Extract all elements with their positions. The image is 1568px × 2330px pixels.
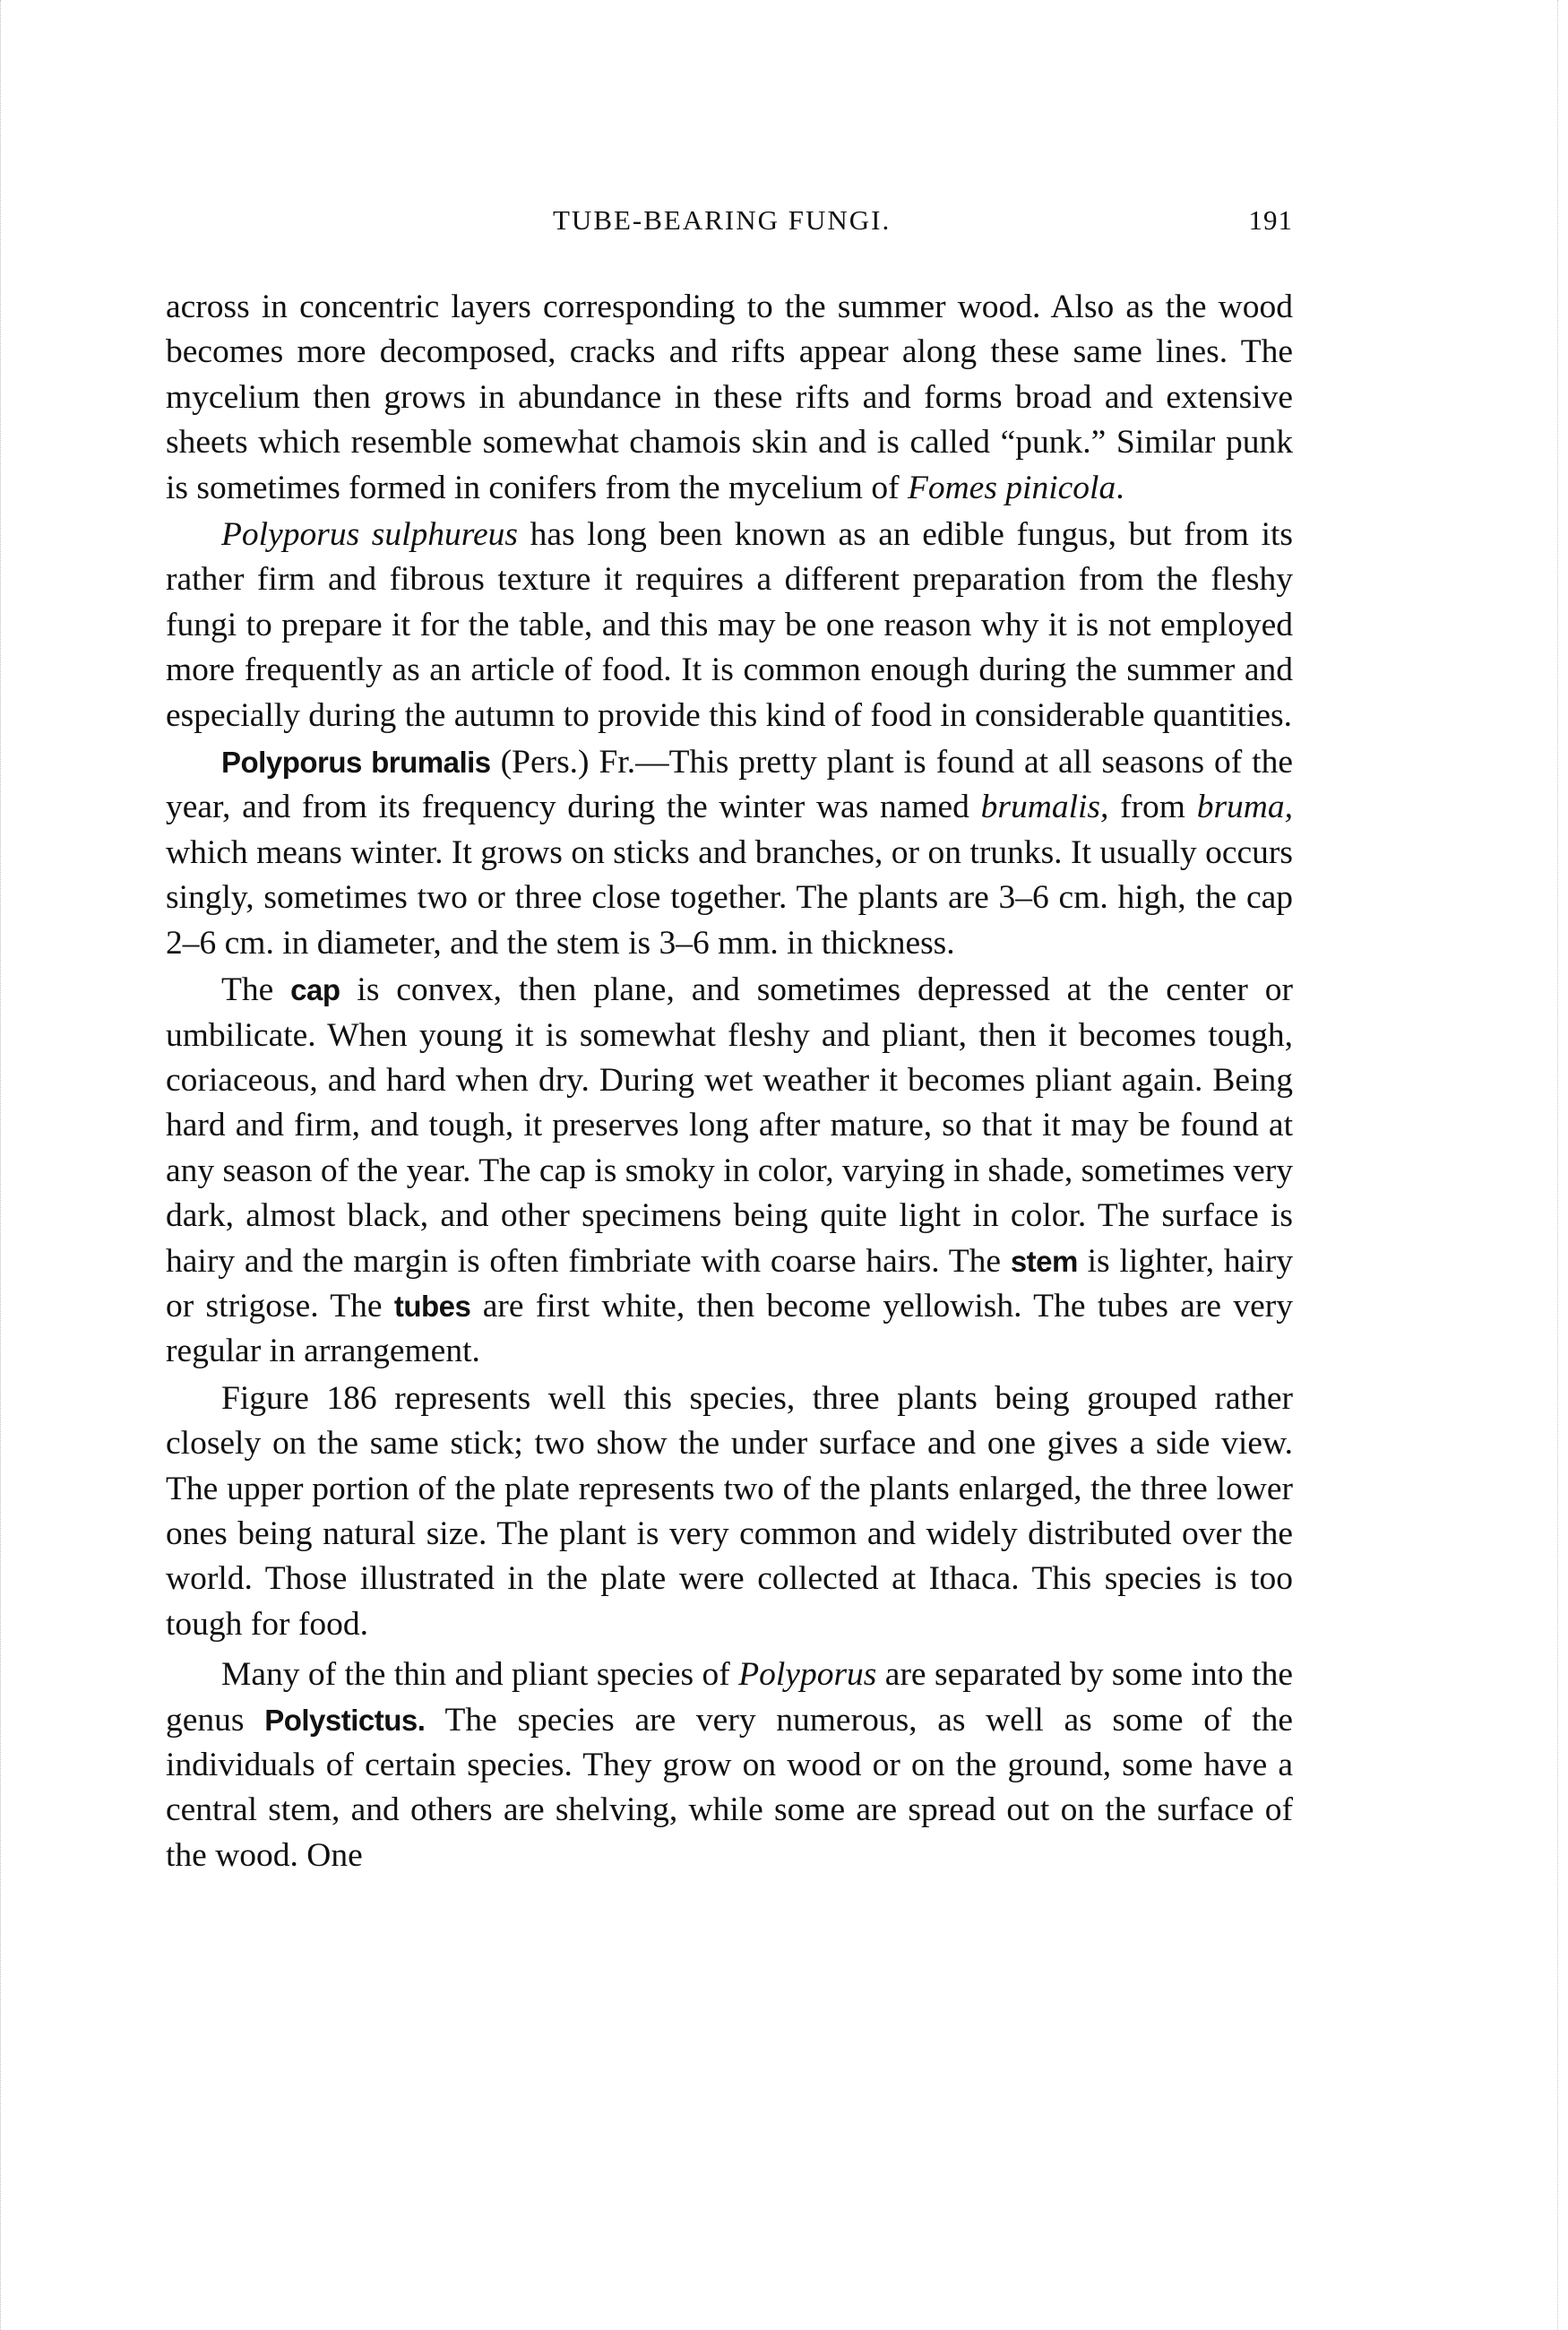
text-segment: Figure 186 represents well this species, three plants being grouped rather closely on the same stick; two show the under surface and one gives a side view. The upper portion of the plate represents two of the plants enlarged, the three lower ones being natural size. The plant is very common and widely distributed over the world. Those illustrated in the plate were collected at Ithaca. This species is too tough for food. [166, 1379, 1293, 1643]
text-segment: has long been known as an edible fungus, but from its rather firm and fibrous texture it requires a different preparation from the fleshy fungi to prepare it for the table, and this may be one reason why it is not employed more frequently as an article of food. It is common enough during the summer and especially during the autumn to provide this kind of food in considerable quantities. [166, 516, 1293, 734]
text-segment: is convex, then plane, and sometimes depressed at the center or umbilicate. When young it is somewhat fleshy and pliant, then it becomes tough, coriaceous, and hard when dry. During wet weather it becomes pliant again. Being hard and firm, and tough, it preserves long after mature, so that it may be found at any season of the year. The cap is smoky in color, varying in shade, sometimes very dark, almost black, and other specimens being quite light in color. The surface is hairy and the margin is often fimbriate with coarse hairs. The [166, 971, 1293, 1280]
italic-genus-name: Polyporus [738, 1656, 877, 1694]
text-segment: is lighter, hairy or strigose. The [166, 1242, 1293, 1325]
page-number: 191 [1248, 204, 1293, 236]
text-segment: . [1116, 469, 1124, 506]
running-head [166, 204, 1293, 240]
bold-term-cap: cap [290, 973, 340, 1007]
paragraph-figure-reference [166, 1376, 1293, 1647]
text-segment: are first white, then become yellowish. The tubes are very regular in arrangement. [166, 1287, 1293, 1370]
running-title: TUBE-BEARING FUNGI. [553, 204, 892, 236]
scan-edge-left [0, 0, 3, 2330]
paragraph-cap-description [166, 968, 1293, 1375]
text-segment: The [221, 971, 291, 1009]
text-segment: across in concentric layers corresponding to the summer wood. Also as the wood becomes more decomposed, cracks and rifts appear along these same lines. The mycelium then grows in abundance in these rifts and forms broad and extensive sheets which resemble somewhat chamois skin and is called “punk.” Similar punk is sometimes formed in conifers from the mycelium of [166, 289, 1293, 506]
italic-term: brumalis, [980, 789, 1109, 826]
bold-term-tubes: tubes [393, 1289, 471, 1323]
text-segment: (Pers.) Fr.—This pretty plant is found at all seasons of the year, and from its frequency during the winter was named [166, 744, 1293, 826]
text-segment: The species are very numerous, as well as some of the individuals of certain species. They grow on wood or on the ground, some have a central stem, and others are shelving, while some are spread out on the surface of the wood. One [166, 1701, 1293, 1874]
text-segment: are separated by some into the genus [166, 1656, 1293, 1739]
italic-species-name: Polyporus sulphureus [221, 516, 518, 554]
paragraph-polystictus [166, 1653, 1293, 1878]
paragraph-continuation [166, 285, 1293, 511]
italic-species-name: Fomes pinicola [907, 469, 1116, 506]
bold-genus-name: Polystictus. [264, 1703, 426, 1737]
body-text [166, 285, 1293, 1878]
text-segment: which means winter. It grows on sticks and branches, or on trunks. It usually occurs singly, sometimes two or three close together. The plants are 3–6 cm. high, the cap 2–6 cm. in diameter, and the stem is 3–6 mm. in thickness. [166, 833, 1293, 962]
paragraph-brumalis [166, 740, 1293, 966]
italic-term: bruma, [1196, 789, 1293, 826]
paragraph-sulphureus [166, 513, 1293, 738]
bold-term-stem: stem [1010, 1244, 1078, 1278]
text-segment: from [1108, 789, 1197, 826]
text-segment: Many of the thin and pliant species of [221, 1656, 739, 1694]
scan-edge-right [1557, 0, 1560, 2330]
species-heading: Polyporus brumalis [221, 746, 491, 780]
